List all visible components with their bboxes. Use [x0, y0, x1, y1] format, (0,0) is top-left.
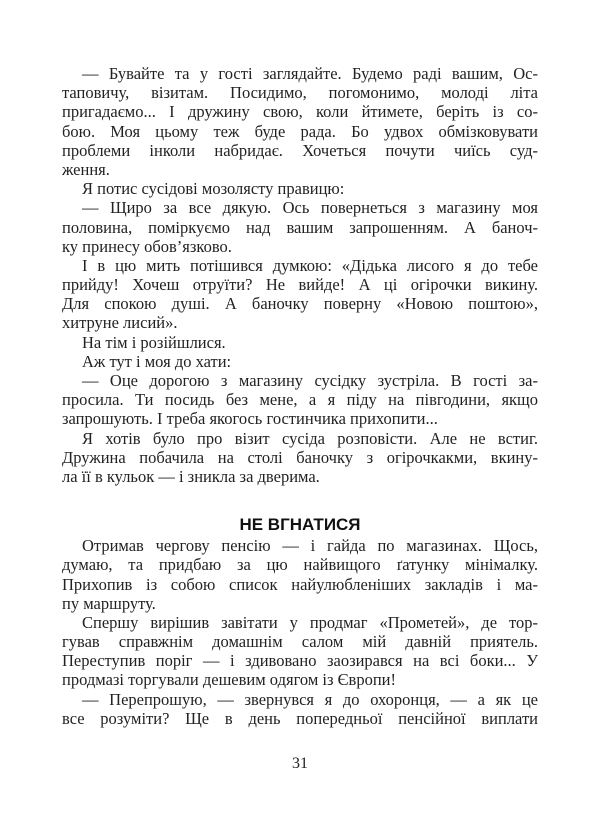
text-line: Спершу вирішив завітати у продмаг «Прометей», де тор- — [82, 612, 538, 632]
text-line: Дружина побачила на столі баночку з огірочкакми, вкину- — [62, 447, 538, 467]
text-line: проблеми інколи набридає. Хочеться почути чиїсь суд- — [62, 140, 538, 160]
text-line: таповичу, візитам. Посидимо, погомонимо, молоді літа — [62, 83, 538, 103]
section-heading: НЕ ВГНАТИСЯ — [239, 515, 361, 535]
text-line: — Перепрошую, — звернувся я до охоронця, — а як це — [82, 689, 538, 709]
text-line: Отримав чергову пенсію — і гайда по магазинах. Щось, — [82, 536, 538, 556]
paragraph — [62, 352, 538, 371]
section — [62, 64, 538, 486]
text-line: продмазі торгували дешевим одягом із Європи! — [62, 670, 396, 690]
paragraph — [62, 371, 538, 429]
text-line: ла її в кульок — і зникла за дверима. — [62, 466, 320, 486]
text-line: пригадаємо... І дружину свою, коли йтимете, беріть із со- — [62, 102, 538, 122]
text-line: ження. — [62, 159, 110, 179]
page-body — [62, 64, 538, 728]
page-number: 31 — [292, 755, 308, 772]
text-line: Я хотів було про візит сусіда розповісти. Але не встиг. — [82, 428, 538, 448]
text-line: гував справжнім домашнім салом мій давній приятель. — [62, 632, 538, 652]
text-line: Для спокою душі. А баночку поверну «Новою поштою», — [62, 294, 538, 314]
text-line: — Оце дорогою з магазину сусідку зустріла. В гості за- — [82, 371, 538, 390]
paragraph — [62, 256, 538, 333]
paragraph — [62, 333, 538, 352]
paragraph — [62, 536, 538, 613]
paragraph — [62, 64, 538, 179]
paragraph — [62, 429, 538, 487]
section — [62, 514, 538, 728]
text-line: запрошують. І треба якогось гостинчика прихопити... — [62, 409, 438, 429]
text-line: хитруне лисий». — [62, 313, 178, 333]
text-line: бою. Моя цьому теж буде рада. Бо удвох обмізковувати — [62, 121, 538, 141]
text-line: половина, поміркуємо над вашим запрошенням. А баноч- — [62, 217, 538, 237]
text-line: ку принесу обов’язково. — [62, 236, 232, 256]
text-line: — Бувайте та у гості заглядайте. Будемо раді вашим, Ос- — [82, 64, 538, 83]
paragraph — [62, 198, 538, 256]
text-line: На тім і розійшлися. — [82, 332, 226, 352]
paragraph — [62, 613, 538, 690]
text-line: — Щиро за все дякую. Ось повернеться з магазину моя — [82, 198, 538, 218]
paragraph — [62, 179, 538, 198]
text-line: все розуміти? Ще в день попередньої пенсійної виплати — [62, 708, 538, 728]
text-line: І в цю мить потішився думкою: «Дідька лисого я до тебе — [82, 255, 538, 275]
text-line: думаю, та придбаю за цю найвищого ґатунку мінімалку. — [62, 555, 538, 575]
paragraph — [62, 690, 538, 728]
text-line: прийду! Хочеш отруїти? Не вийде! А ці огірочки викину. — [62, 275, 538, 295]
text-line: Прихопив із собою список найулюбленіших закладів і ма- — [62, 574, 538, 594]
text-line: просила. Ти посидь без мене, а я піду на півгодини, якщо — [62, 390, 538, 410]
text-line: пу маршруту. — [62, 593, 156, 613]
text-line: Я потис сусідові мозолясту правицю: — [82, 179, 345, 199]
text-line: Переступив поріг — і здивовано заозирався на всі боки... У — [62, 651, 538, 671]
text-line: Аж тут і моя до хати: — [82, 351, 232, 371]
